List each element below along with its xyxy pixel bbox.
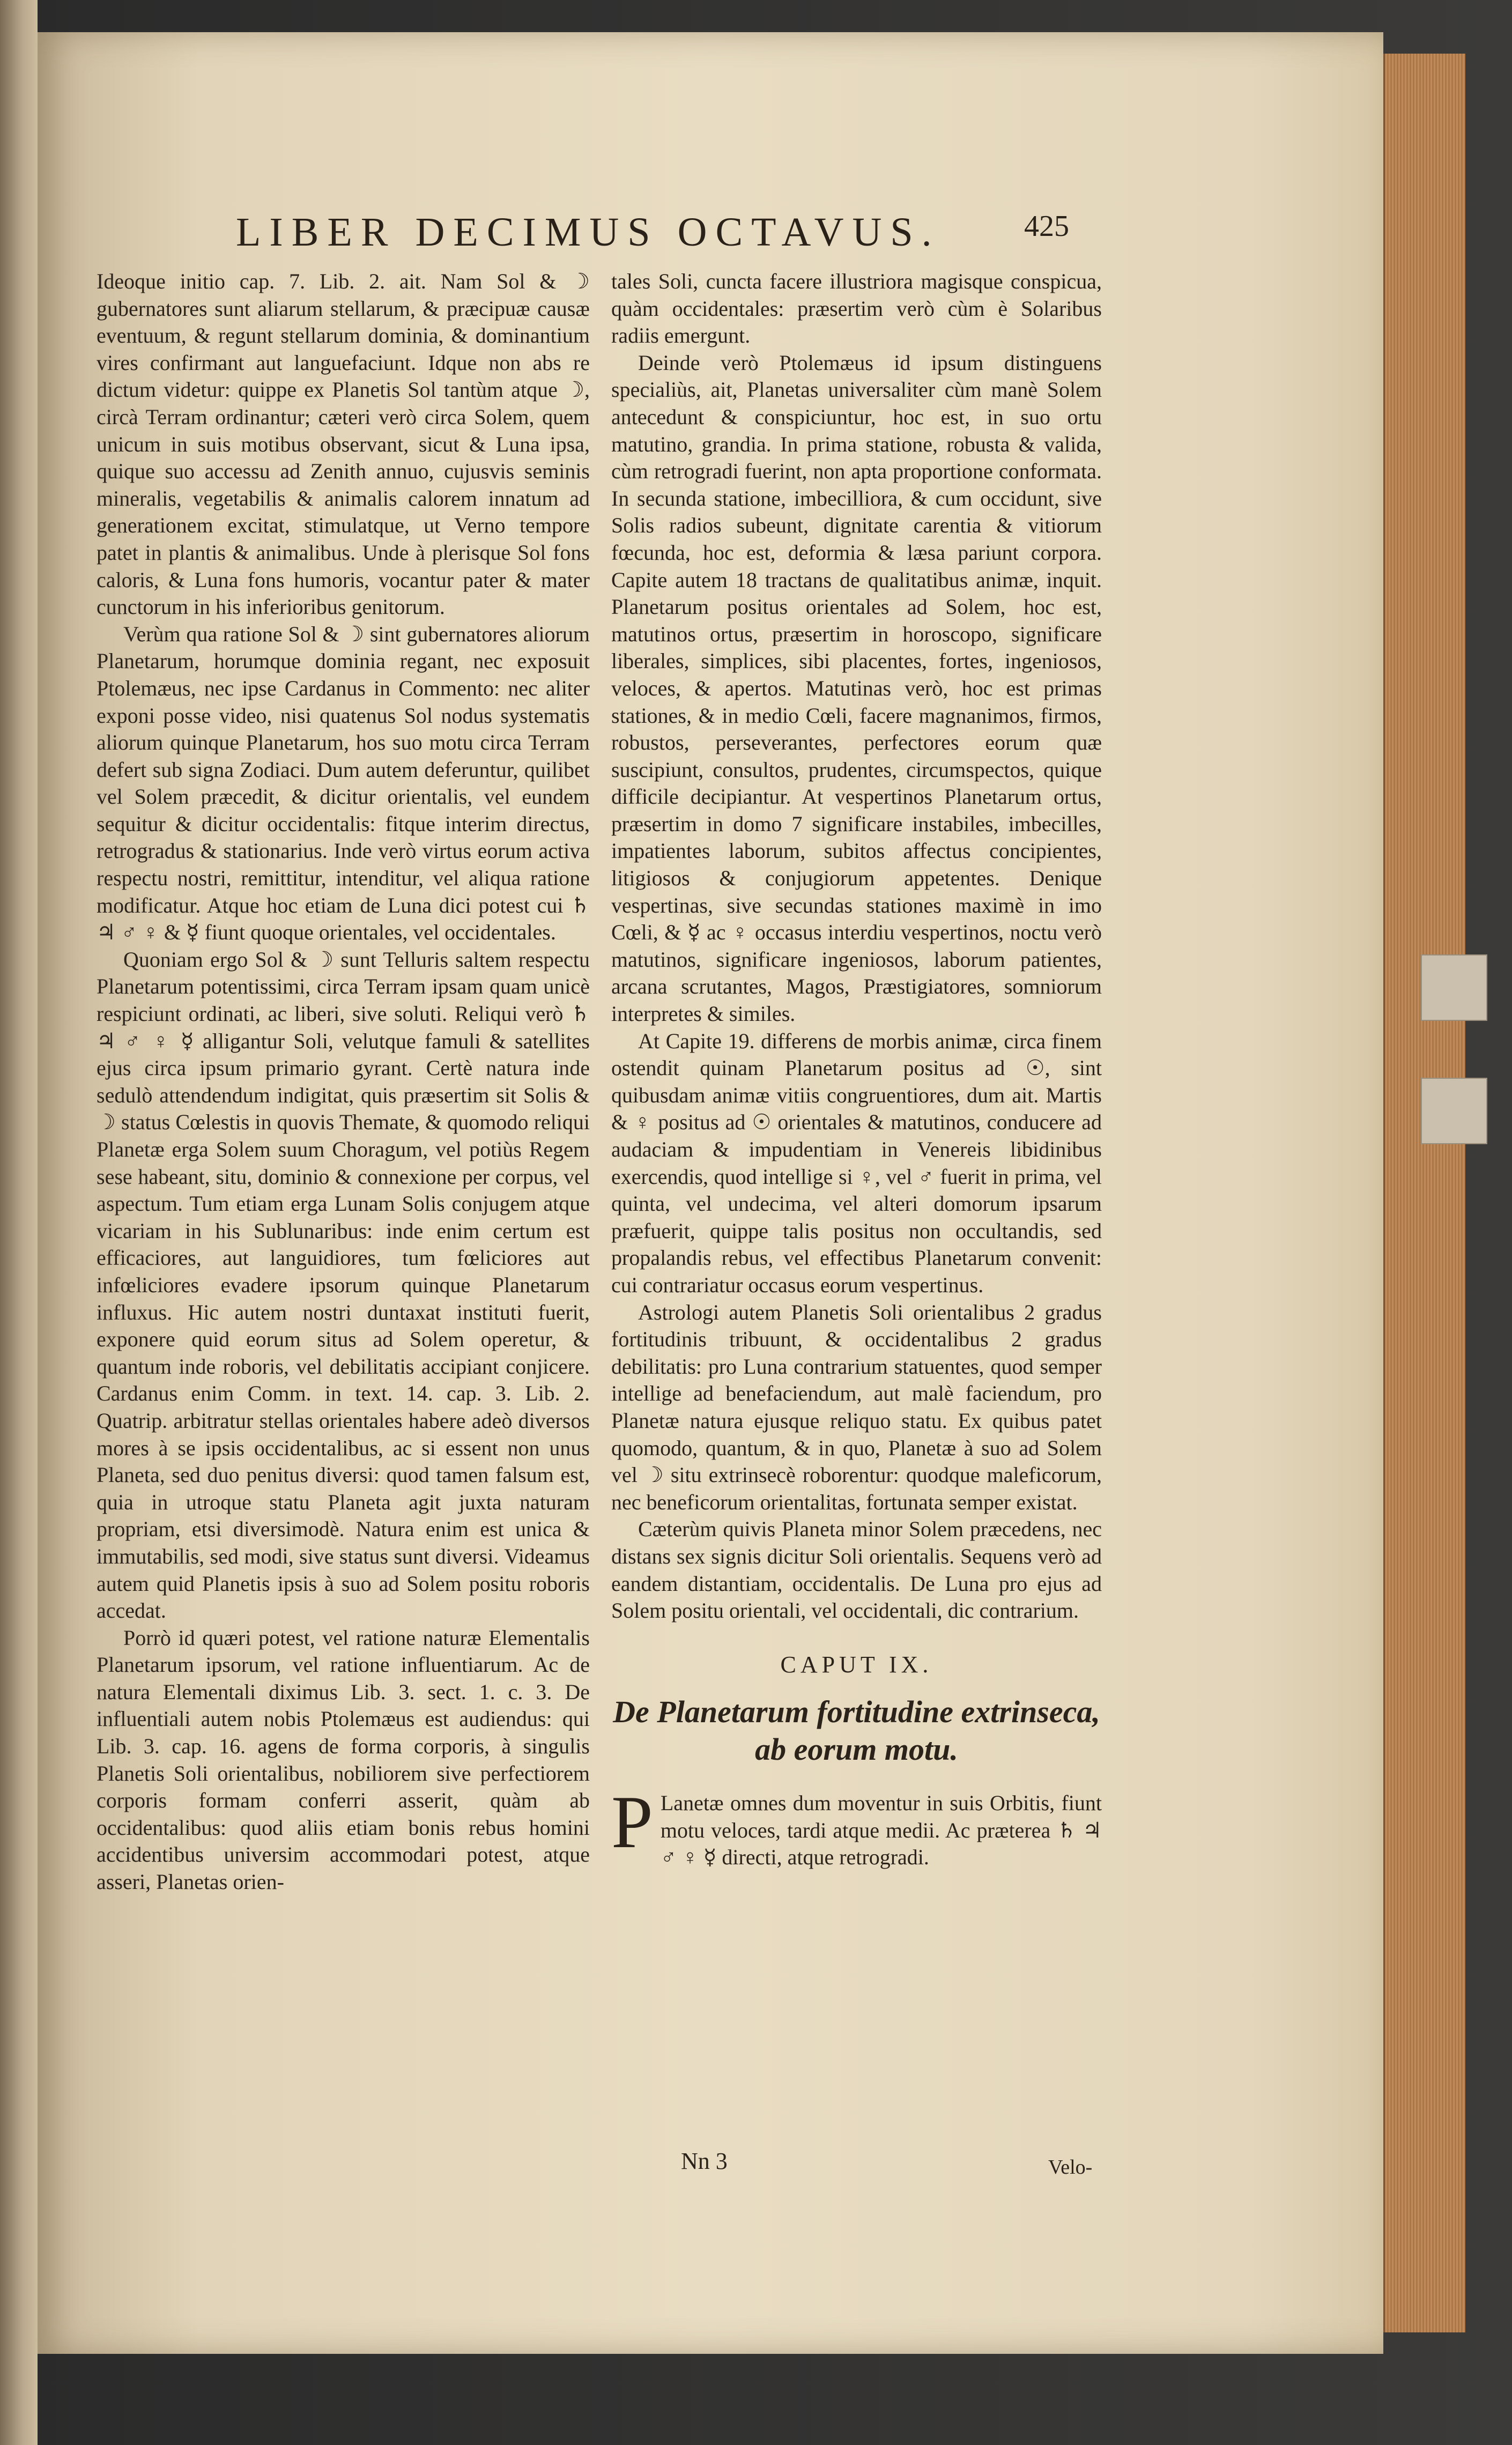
paragraph: Astrologi autem Planetis Soli orientalibus 2 gradus fortitudinis tribuunt, & occidentalibus 2 gradus debilitatis: pro Luna contrarium statuentes, quod semper intellige ad benefaciendum, aut malè faciendum, pro Planetæ natura ejusque reliquo statu. Ex quibus patet quomodo, quantum, & in quo, Planetæ à suo ad Solem vel ☽ situ extrinsecè roborentur: quodque maleficorum, nec beneficorum orientalitas, fortunata semper existat.	[611, 1300, 1102, 1514]
page-header	[236, 209, 1094, 257]
paragraph: Verùm qua ratione Sol & ☽ sint gubernatores aliorum Planetarum, horumque dominia regant, nec exposuit Ptolemæus, nec ipse Cardanus in Commento: nec aliter exponi posse video, nisi quatenus Sol nodus systematis aliorum quinque Planetarum, hos suo motu circa Terram defert sub signa Zodiaci. Dum autem deferuntur, quilibet vel Solem præcedit, & dicitur orientalis, vel eundem sequitur & dicitur occidentalis: fitque interim directus, retrogradus & stationarius. Inde verò virtus eorum activa respectu nostri, remittitur, intenditur, vel aliqua ratione modificatur. Atque hoc etiam de Luna dici potest cui ♄ ♃ ♂ ♀ & ☿ fiunt quoque orientales, vel occidentales.	[97, 621, 590, 945]
paragraph: At Capite 19. differens de morbis animæ, circa finem ostendit quinam Planetarum positus ad ☉, sint quibusdam animæ vitiis congruentiores, dum ait. Martis & ♀ positus ad ☉ orientales & matutinos, conducere ad audaciam & impudentiam in Venereis libidinibus exercendis, quod intellige si ♀, vel ♂ fuerit in prima, vel quinta, vel undecima, vel alteri domorum ipsarum præfuerit, quippe talis positus non occultandis, sed propalandis rebus, vel effectibus Planetarum convenit: cui contrariatur occasus eorum vespertinus.	[611, 1028, 1102, 1297]
page-tab-marker	[1421, 954, 1487, 1021]
paragraph: Quoniam ergo Sol & ☽ sunt Telluris saltem respectu Planetarum potentissimi, circa Terram ipsam quam unicè respiciunt ordinati, ac liberi, sive soluti. Reliqui verò ♄ ♃ ♂ ♀ ☿ alligantur Soli, velutque famuli & satellites ejus circa ipsum primario gyrant. Certè natura inde sedulò attendendum indigitat, quis præsertim sit Solis & ☽ status Cœlestis in quovis Themate, & quomodo reliqui Planetæ erga Solem suum Choragum, vel potiùs Regem sese habeant, situ, dominio & connexione per corpus, vel aspectum. Tum etiam erga Lunam Solis conjugem atque vicariam in his Sublunaribus: inde enim certum est efficaciores, aut languidiores, tum fœliciores aut infœliciores evadere ipsorum quinque Planetarum influxus. Hic autem nostri duntaxat instituti fuerit, exponere quid eorum situs ad Solem operetur, & quantum inde roboris, vel debilitatis accipiant conjicere. Cardanus enim Comm. in text. 14. cap. 3. Lib. 2. Quatrip. arbitratur stellas orientales habere adeò diversos mores à se ipsis occidentalibus, ac si essent non unus Planeta, sed duo penitus diversi: quod tamen falsum est, quia in utroque statu Planeta agit juxta naturam propriam, etsi diversimodè. Natura enim est unica & immutabilis, sed modi, sive status sunt diversi. Videamus autem quid Planetis ipsis à suo ad Solem positu roboris accedat.	[97, 947, 590, 1623]
page-tab-marker	[1421, 1078, 1487, 1144]
paragraph: Ideoque initio cap. 7. Lib. 2. ait. Nam Sol & ☽ gubernatores sunt aliarum stellarum, & præcipuæ causæ eventuum, & regunt stellarum dominia, & dominantium vires confirmant aut languefaciunt. Idque non abs re dictum videtur: quippe ex Planetis Sol tantùm atque ☽, circà Terram ordinantur; cæteri verò circa Solem, quem unicum in suis motibus observant, sicut & Luna ipsa, quique suo accessu ad Zenith annuo, cujusvis seminis mineralis, vegetabilis & animalis calorem innatum ad generationem excitat, stimulatque, ut Verno tempore patet in plantis & animalibus. Unde à plerisque Sol fons caloris, & Luna fons humoris, vocantur pater & mater cunctorum in his inferioribus genitorum.	[97, 269, 590, 619]
page-edges	[1383, 54, 1465, 2332]
paragraph: tales Soli, cuncta facere illustriora magisque conspicua, quàm occidentales: præsertim verò cùm è Solaribus radiis emergunt.	[611, 269, 1102, 348]
catchword: Velo-	[1048, 2156, 1093, 2179]
right-column	[611, 268, 1102, 1871]
chapter-title-line: De Planetarum fortitudine extrinseca,	[613, 1694, 1100, 1730]
chapter-opening	[611, 1781, 1102, 1871]
opening-text: Lanetæ omnes dum moventur in suis Orbitis, fiunt motu veloces, tardi atque medii. Ac præterea ♄ ♃ ♂ ♀ ☿ directi, atque retrogradi.	[660, 1791, 1102, 1870]
paragraph: Cæterùm quivis Planeta minor Solem præcedens, nec distans sex signis dicitur Soli orientalis. Sequens verò ad eandem distantiam, occidentalis. De Luna pro ejus ad Solem positu orientali, vel occidentali, dic contrarium.	[611, 1517, 1102, 1623]
left-column	[97, 268, 590, 1896]
facing-page-edge	[0, 0, 38, 2445]
paragraph: Deinde verò Ptolemæus id ipsum distinguens specialiùs, ait, Planetas universaliter cùm manè Solem antecedunt & conspiciuntur, hoc est, in suo ortu matutino, grandia. In prima statione, robusta & valida, cùm retrogradi fuerint, non apta proportione conformata. In secunda statione, imbecilliora, & cum occidunt, sive Solis radios subeunt, dignitate carentia & vitiorum fœcunda, hoc est, deformia & læsa pariunt corpora. Capite autem 18 tractans de qualitatibus animæ, inquit. Planetarum positus orientales ad Solem, hoc est, matutinos ortus, præsertim in horoscopo, significare liberales, simplices, sibi placentes, fortes, ingeniosos, veloces, & apertos. Matutinas verò, hoc est primas stationes, & in medio Cœli, facere magnanimos, firmos, robustos, perseverantes, perfectores eorum quæ suscipiunt, consultos, prudentes, circumspectos, quique difficile decipiantur. At vespertinos Planetarum ortus, præsertim in domo 7 significare instabiles, imbecilles, impatientes laborum, subitos affectus concipientes, litigiosos & conjugiorum appetentes. Denique vespertinas, sive secundas stationes maximè in imo Cœli, & ☿ ac ♀ occasus interdiu vespertinos, noctu verò matutinos, significare ingeniosos, laborum patientes, arcana scrutantes, Magos, Præstigiatores, somniorum interpretes & similes.	[611, 350, 1102, 1026]
running-title: LIBER DECIMUS OCTAVUS.	[236, 210, 940, 255]
page-number: 425	[1024, 210, 1069, 243]
paragraph: Porrò id quæri potest, vel ratione naturæ Elementalis Planetarum ipsorum, vel ratione influentiarum. Ac de natura Elementali diximus Lib. 3. sect. 1. c. 3. De influentiali autem nobis Ptolemæus est audiendus: qui Lib. 3. cap. 16. agens de forma corporis, à singulis Planetis Soli orientalibus, nobiliorem sive perfectiorem corporis formam conferri asserit, quàm ab occidentalibus: quod aliis etiam bonis rebus homini accidentibus universim accommodari potest, atque asseri, Planetas orien-	[97, 1625, 590, 1894]
chapter-title-line: ab eorum motu.	[755, 1732, 958, 1767]
drop-cap: P	[611, 1781, 653, 1864]
signature-mark: Nn 3	[681, 2148, 728, 2174]
chapter-heading: CAPUT IX.	[780, 1651, 933, 1678]
chapter-title	[611, 1693, 1102, 1768]
